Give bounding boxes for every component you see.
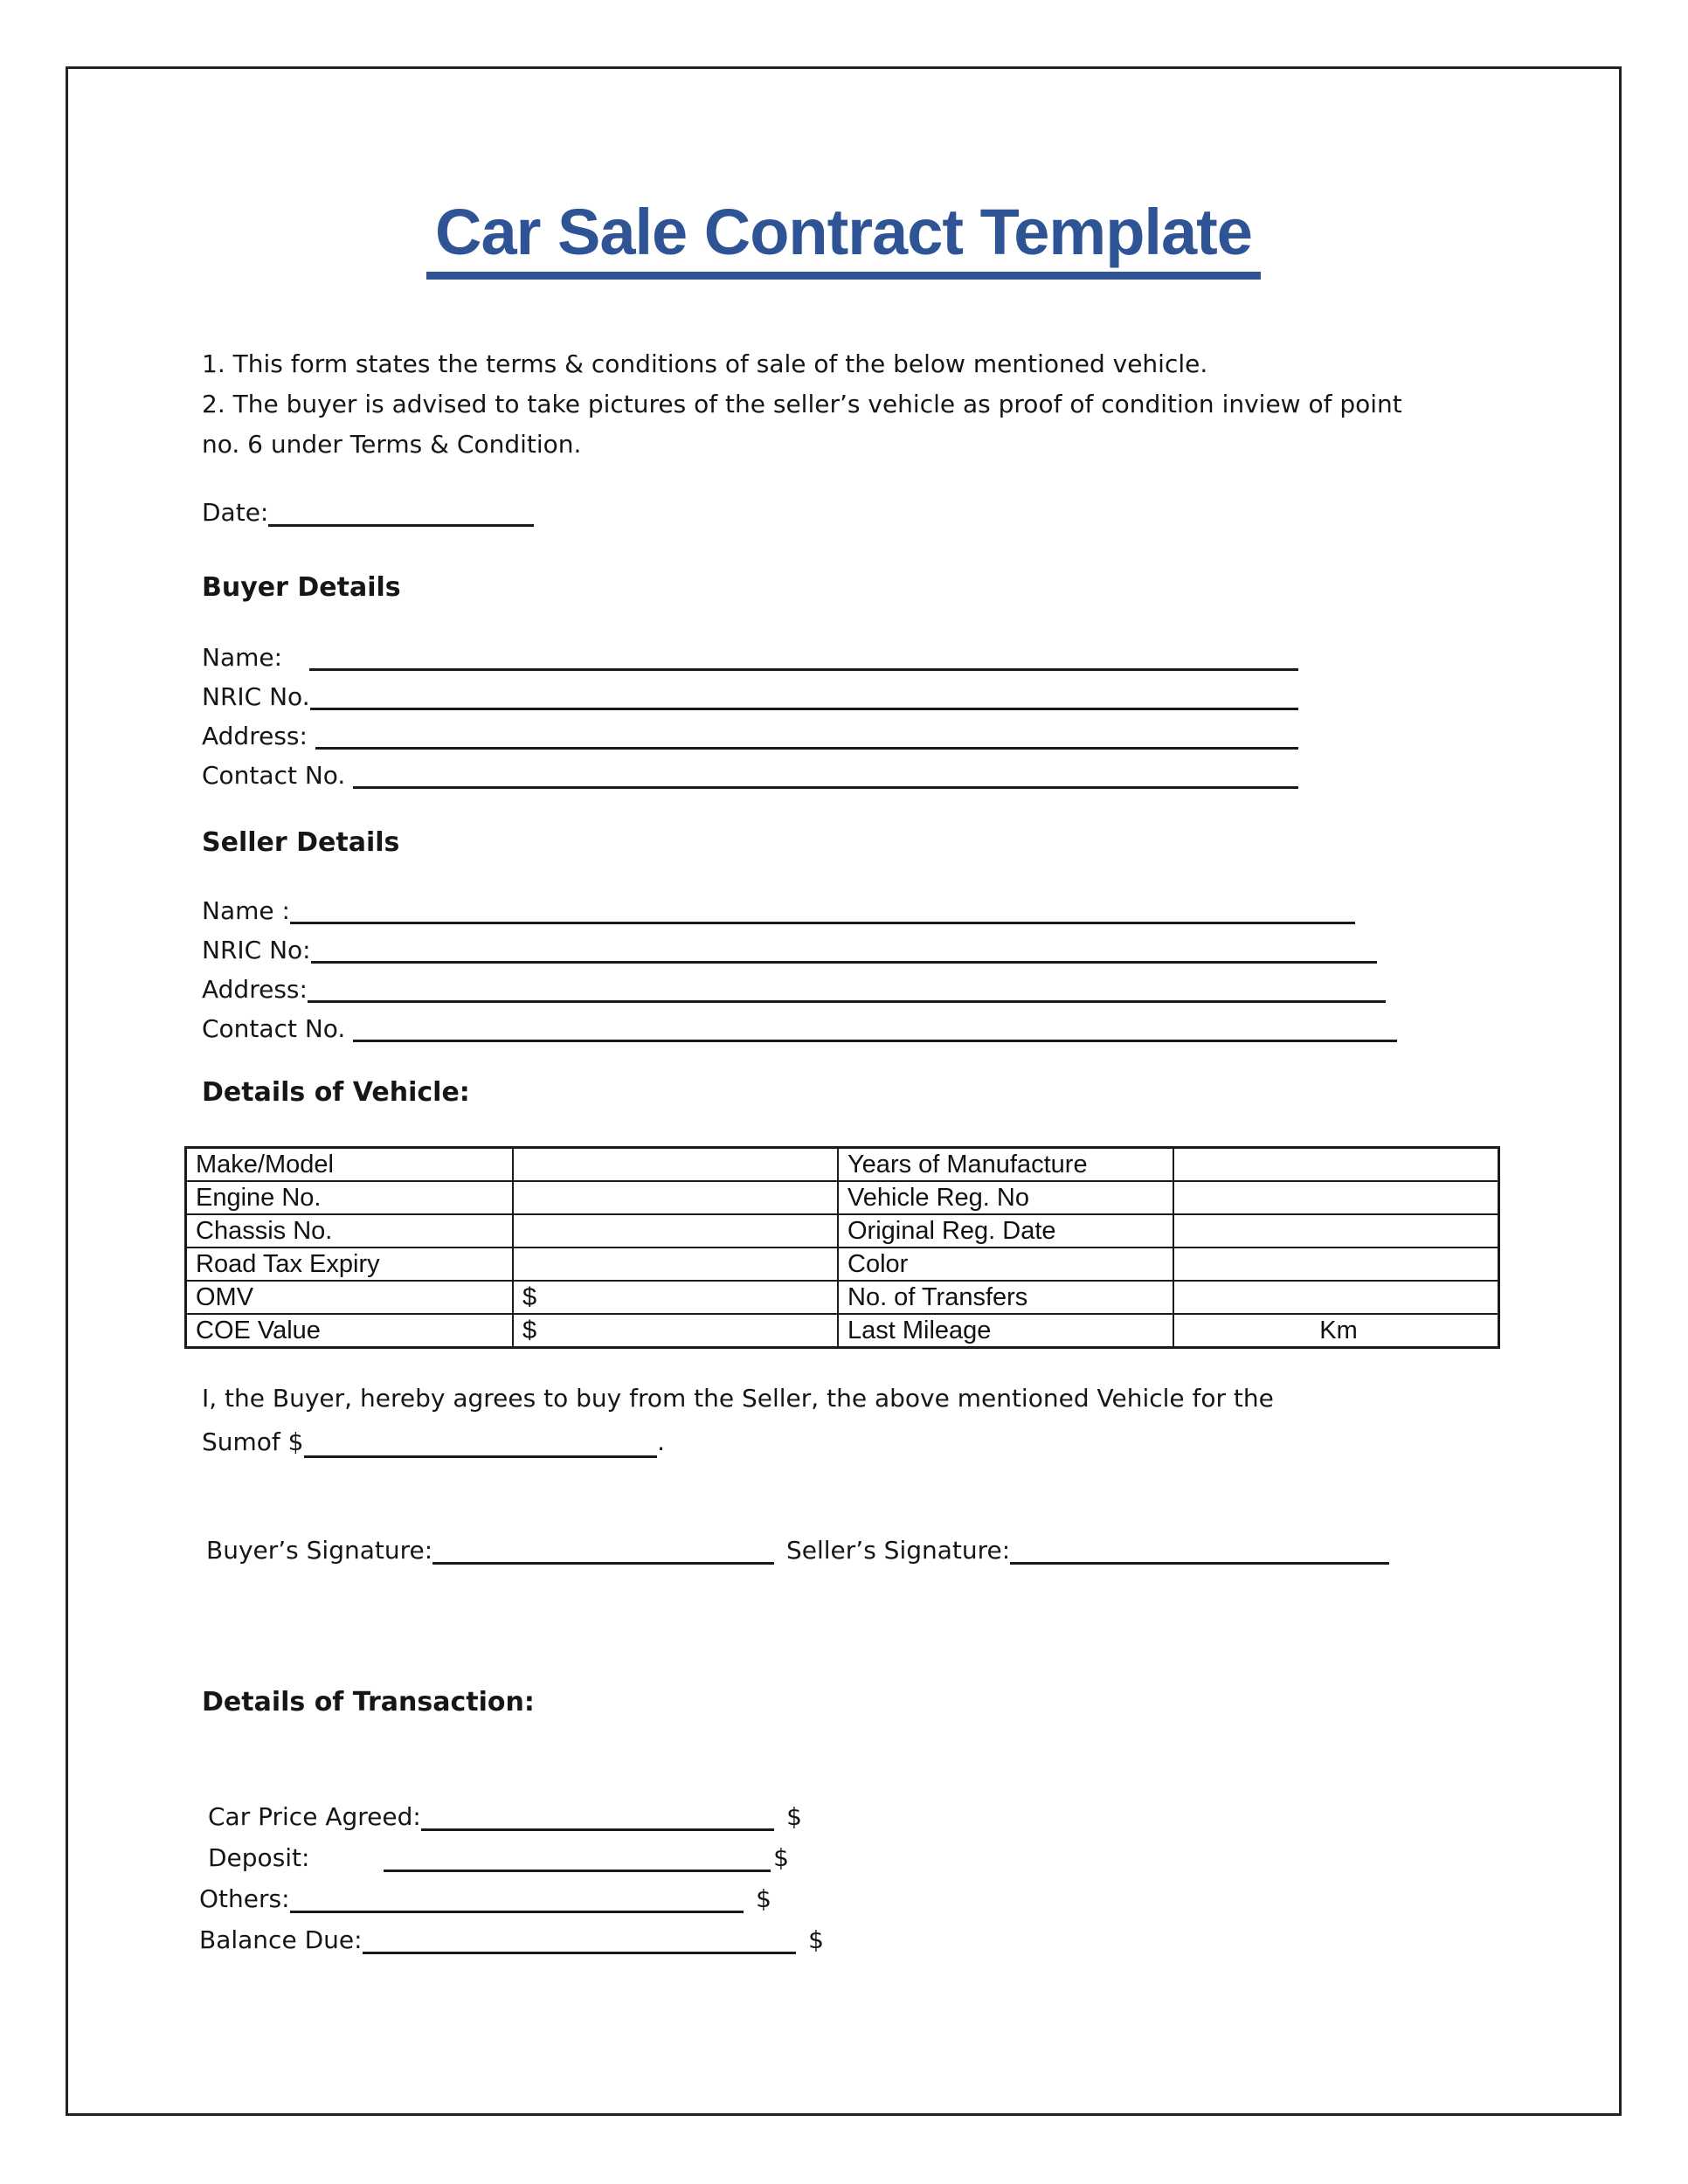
make-model-value-cell — [513, 1148, 838, 1182]
last-mileage-unit-cell: Km — [1173, 1314, 1499, 1348]
buyer-contact-blank-line — [353, 756, 1298, 789]
seller-nric-blank-line — [311, 930, 1377, 964]
sum-period: . — [657, 1427, 665, 1456]
road-tax-expiry-value-cell — [513, 1248, 838, 1281]
buyer-signature-label: Buyer’s Signature: — [206, 1536, 433, 1565]
agreement-paragraph — [202, 1377, 1619, 1464]
table-row — [186, 1314, 1499, 1348]
balance-due-dollar-sign: $ — [808, 1925, 824, 1954]
no-of-transfers-label-cell: No. of Transfers — [838, 1281, 1173, 1314]
chassis-no-label-cell: Chassis No. — [186, 1214, 514, 1248]
color-value-cell — [1173, 1248, 1499, 1281]
table-row — [186, 1214, 1499, 1248]
seller-details-fields — [202, 891, 1619, 1048]
agreement-line-1: I, the Buyer, hereby agrees to buy from the Seller, the above mentioned Vehicle for the — [202, 1384, 1274, 1413]
last-mileage-label-cell: Last Mileage — [838, 1314, 1173, 1348]
buyer-details-heading: Buyer Details — [202, 572, 401, 603]
sum-field — [202, 1420, 665, 1464]
transaction-details-heading: Details of Transaction: — [202, 1687, 535, 1717]
seller-nric-label: NRIC No: — [202, 936, 311, 964]
make-model-label-cell: Make/Model — [186, 1148, 514, 1182]
seller-contact-field — [202, 1009, 1397, 1048]
seller-name-field — [202, 891, 1355, 930]
buyer-signature-blank-line — [432, 1531, 774, 1565]
seller-address-label: Address: — [202, 975, 308, 1004]
sum-label: Sumof $ — [202, 1427, 304, 1456]
intro-line-3: no. 6 under Terms & Condition. — [202, 430, 582, 459]
date-label: Date: — [202, 498, 269, 527]
seller-contact-label: Contact No. — [202, 1014, 354, 1043]
page-border — [66, 66, 1622, 2116]
omv-value-cell: $ — [513, 1281, 838, 1314]
seller-name-label: Name : — [202, 896, 290, 925]
buyer-address-label: Address: — [202, 722, 315, 750]
original-reg-date-value-cell — [1173, 1214, 1499, 1248]
buyer-name-blank-line — [309, 638, 1298, 671]
others-field — [199, 1878, 771, 1919]
seller-signature-label: Seller’s Signature: — [786, 1536, 1011, 1565]
car-price-dollar-sign: $ — [786, 1802, 802, 1831]
transaction-fields — [68, 1796, 1619, 1960]
car-price-blank-line — [421, 1796, 774, 1831]
engine-no-value-cell — [513, 1181, 838, 1214]
date-blank-line — [268, 493, 534, 527]
others-dollar-sign: $ — [756, 1884, 771, 1913]
years-of-manufacture-value-cell — [1173, 1148, 1499, 1182]
original-reg-date-label-cell: Original Reg. Date — [838, 1214, 1173, 1248]
sum-blank-line — [304, 1420, 658, 1458]
buyer-nric-blank-line — [310, 677, 1298, 710]
intro-line-2: 2. The buyer is advised to take pictures of the seller’s vehicle as proof of condition inview of point — [202, 390, 1402, 418]
seller-name-blank-line — [290, 891, 1355, 924]
color-label-cell: Color — [838, 1248, 1173, 1281]
page-title: Car Sale Contract Template — [426, 200, 1261, 280]
seller-contact-blank-line — [353, 1009, 1397, 1042]
vehicle-reg-no-label-cell: Vehicle Reg. No — [838, 1181, 1173, 1214]
seller-nric-field — [202, 930, 1377, 970]
date-field — [202, 493, 534, 533]
car-price-agreed-label: Car Price Agreed: — [208, 1802, 421, 1831]
car-price-agreed-field — [208, 1796, 802, 1837]
buyer-signature-field — [206, 1531, 774, 1571]
deposit-blank-line — [384, 1837, 771, 1872]
road-tax-expiry-label-cell: Road Tax Expiry — [186, 1248, 514, 1281]
buyer-contact-label: Contact No. — [202, 761, 354, 790]
table-row — [186, 1181, 1499, 1214]
buyer-name-field — [202, 638, 1298, 677]
vehicle-details-heading: Details of Vehicle: — [202, 1077, 470, 1108]
coe-value-label-cell: COE Value — [186, 1314, 514, 1348]
years-of-manufacture-label-cell: Years of Manufacture — [838, 1148, 1173, 1182]
no-of-transfers-value-cell — [1173, 1281, 1499, 1314]
buyer-nric-field — [202, 677, 1298, 716]
deposit-label: Deposit: — [208, 1843, 318, 1872]
buyer-address-blank-line — [315, 716, 1298, 750]
engine-no-label-cell: Engine No. — [186, 1181, 514, 1214]
table-row — [186, 1281, 1499, 1314]
table-row — [186, 1248, 1499, 1281]
seller-signature-field — [786, 1531, 1389, 1571]
coe-value-value-cell: $ — [513, 1314, 838, 1348]
vehicle-details-table — [184, 1146, 1500, 1349]
title-section — [68, 196, 1619, 280]
vehicle-reg-no-value-cell — [1173, 1181, 1499, 1214]
balance-due-blank-line — [363, 1919, 797, 1954]
deposit-field — [208, 1837, 789, 1878]
buyer-details-fields — [202, 638, 1619, 795]
table-row — [186, 1148, 1499, 1182]
seller-address-field — [202, 970, 1386, 1009]
buyer-contact-field — [202, 756, 1298, 795]
seller-signature-blank-line — [1010, 1531, 1389, 1565]
signatures-row — [206, 1531, 1619, 1571]
others-blank-line — [290, 1878, 744, 1913]
intro-line-1: 1. This form states the terms & conditions of sale of the below mentioned vehicle. — [202, 349, 1208, 378]
seller-address-blank-line — [308, 970, 1386, 1003]
chassis-no-value-cell — [513, 1214, 838, 1248]
intro-paragraph — [202, 344, 1619, 465]
buyer-name-label: Name: — [202, 643, 290, 672]
others-label: Others: — [199, 1884, 290, 1913]
balance-due-field — [199, 1919, 824, 1960]
omv-label-cell: OMV — [186, 1281, 514, 1314]
seller-details-heading: Seller Details — [202, 827, 400, 858]
buyer-nric-label: NRIC No. — [202, 682, 310, 711]
deposit-dollar-sign: $ — [773, 1843, 789, 1872]
balance-due-label: Balance Due: — [199, 1925, 363, 1954]
buyer-address-field — [202, 716, 1298, 756]
